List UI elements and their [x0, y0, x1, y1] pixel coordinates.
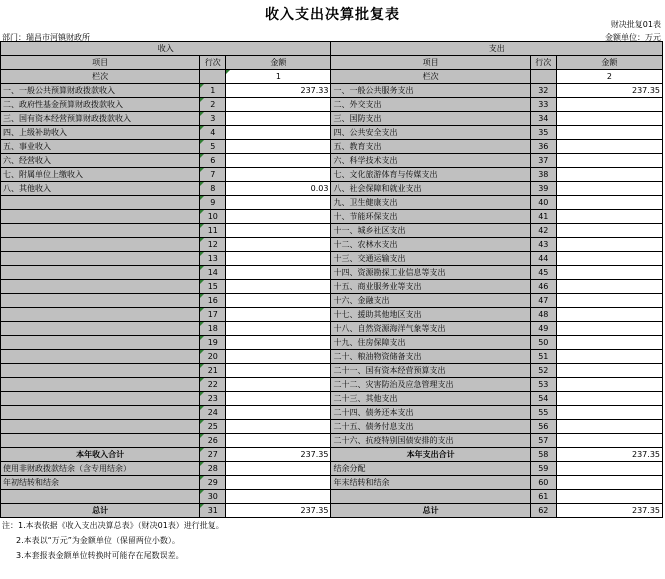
- income-amount[interactable]: [226, 434, 331, 448]
- expense-amount[interactable]: [556, 420, 662, 434]
- expense-row-no: 42: [530, 224, 556, 238]
- expense-total-no: 58: [530, 448, 556, 462]
- expense-grand-total-label: 总计: [331, 504, 530, 518]
- note-line: 注：1.本表依据《收入支出决算总表》（财决01表）进行批复。: [2, 521, 224, 530]
- income-total-amount[interactable]: 237.35: [226, 448, 331, 462]
- income-item: [1, 196, 200, 210]
- expense-amount[interactable]: [556, 434, 662, 448]
- table-row: [1, 168, 663, 182]
- extra-expense-amount[interactable]: [556, 476, 662, 490]
- income-row-no: 23: [200, 392, 226, 406]
- extra-expense-item: [331, 490, 530, 504]
- income-expense-table: [0, 41, 663, 518]
- income-row-no: 10: [200, 210, 226, 224]
- expense-item: 十一、城乡社区支出: [331, 224, 530, 238]
- expense-amount[interactable]: [556, 196, 662, 210]
- income-amount[interactable]: [226, 238, 331, 252]
- expense-item: 二十五、债务付息支出: [331, 420, 530, 434]
- expense-item: 二十六、抗疫特别国债安排的支出: [331, 434, 530, 448]
- expense-row-no: 38: [530, 168, 556, 182]
- income-item: [1, 266, 200, 280]
- expense-item: 二十、粮油物资储备支出: [331, 350, 530, 364]
- income-amount[interactable]: [226, 350, 331, 364]
- expense-item: 八、社会保障和就业支出: [331, 182, 530, 196]
- expense-item: 十八、自然资源海洋气象等支出: [331, 322, 530, 336]
- table-row: [1, 378, 663, 392]
- expense-item: 十四、资源勘探工业信息等支出: [331, 266, 530, 280]
- income-item: 四、上级补助收入: [1, 126, 200, 140]
- amount-unit: 金额单位：万元: [605, 33, 661, 42]
- extra-expense-no: 60: [530, 476, 556, 490]
- grand-total-row: [1, 504, 663, 518]
- expense-item: 五、教育支出: [331, 140, 530, 154]
- expense-row-no: 39: [530, 182, 556, 196]
- income-item: [1, 224, 200, 238]
- notes: [2, 518, 224, 563]
- income-total-no: 27: [200, 448, 226, 462]
- table-row: [1, 98, 663, 112]
- table-row: [1, 434, 663, 448]
- income-row-no: 21: [200, 364, 226, 378]
- income-item-header: 项目: [1, 56, 200, 70]
- expense-amount[interactable]: [556, 322, 662, 336]
- income-amount[interactable]: [226, 392, 331, 406]
- income-amount[interactable]: [226, 280, 331, 294]
- table-row: [1, 140, 663, 154]
- table-row: [1, 182, 663, 196]
- expense-row-no: 56: [530, 420, 556, 434]
- income-item: 三、国有资本经营预算财政拨款收入: [1, 112, 200, 126]
- expense-row-no: 37: [530, 154, 556, 168]
- table-row: [1, 266, 663, 280]
- income-item: 二、政府性基金预算财政拨款收入: [1, 98, 200, 112]
- expense-amount[interactable]: [556, 140, 662, 154]
- income-item: [1, 364, 200, 378]
- income-item: [1, 392, 200, 406]
- income-amount[interactable]: [226, 266, 331, 280]
- expense-row-no: 46: [530, 280, 556, 294]
- income-amount[interactable]: [226, 322, 331, 336]
- expense-row-no: 48: [530, 308, 556, 322]
- income-row-no: 3: [200, 112, 226, 126]
- income-item: [1, 378, 200, 392]
- expense-column-index[interactable]: 2: [556, 70, 662, 84]
- income-amount[interactable]: [226, 126, 331, 140]
- expense-item: 十九、住房保障支出: [331, 336, 530, 350]
- extra-income-item: 使用非财政拨款结余（含专用结余）: [1, 462, 200, 476]
- table-row: [1, 420, 663, 434]
- income-section-header: 收入: [1, 42, 331, 56]
- expense-row-no: 49: [530, 322, 556, 336]
- table-row: [1, 280, 663, 294]
- expense-row-no: 43: [530, 238, 556, 252]
- table-row: [1, 126, 663, 140]
- income-row-no: 6: [200, 154, 226, 168]
- expense-item: 二十二、灾害防治及应急管理支出: [331, 378, 530, 392]
- expense-item: 二十三、其他支出: [331, 392, 530, 406]
- income-amount[interactable]: [226, 294, 331, 308]
- extra-income-item: 年初结转和结余: [1, 476, 200, 490]
- expense-grand-total-no: 62: [530, 504, 556, 518]
- table-row: [1, 252, 663, 266]
- column-index-row: [1, 70, 663, 84]
- income-row-no: 9: [200, 196, 226, 210]
- table-row: [1, 196, 663, 210]
- expense-item: 七、文化旅游体育与传媒支出: [331, 168, 530, 182]
- table-footer: [1, 448, 663, 518]
- extra-expense-amount[interactable]: [556, 462, 662, 476]
- expense-amount[interactable]: [556, 98, 662, 112]
- expense-row-no: 34: [530, 112, 556, 126]
- extra-income-amount[interactable]: [226, 490, 331, 504]
- income-amount[interactable]: [226, 406, 331, 420]
- expense-amount[interactable]: [556, 378, 662, 392]
- income-row-no: 15: [200, 280, 226, 294]
- expense-item: 六、科学技术支出: [331, 154, 530, 168]
- income-amount[interactable]: [226, 154, 331, 168]
- expense-amount[interactable]: [556, 154, 662, 168]
- expense-row-no: 35: [530, 126, 556, 140]
- income-row-no: 22: [200, 378, 226, 392]
- expense-item: 一、一般公共服务支出: [331, 84, 530, 98]
- expense-item: 二、外交支出: [331, 98, 530, 112]
- expense-item: 九、卫生健康支出: [331, 196, 530, 210]
- report-title: 收入支出决算批复表: [265, 7, 400, 23]
- extra-row: [1, 462, 663, 476]
- income-item: [1, 322, 200, 336]
- expense-row-no: 53: [530, 378, 556, 392]
- expense-item-header: 项目: [331, 56, 530, 70]
- table-row: [1, 392, 663, 406]
- extra-income-amount[interactable]: [226, 476, 331, 490]
- income-item: [1, 294, 200, 308]
- expense-item: 十七、援助其他地区支出: [331, 308, 530, 322]
- income-item: [1, 210, 200, 224]
- income-row-no: 8: [200, 182, 226, 196]
- income-item: [1, 280, 200, 294]
- expense-row-no: 45: [530, 266, 556, 280]
- expense-row-no: 52: [530, 364, 556, 378]
- expense-amount[interactable]: [556, 336, 662, 350]
- income-item: [1, 238, 200, 252]
- income-row-no: 20: [200, 350, 226, 364]
- income-item: [1, 406, 200, 420]
- income-amount[interactable]: [226, 112, 331, 126]
- extra-expense-no: 59: [530, 462, 556, 476]
- income-amount[interactable]: [226, 252, 331, 266]
- income-row-no: 26: [200, 434, 226, 448]
- table-body: [1, 84, 663, 448]
- expense-item: 十五、商业服务业等支出: [331, 280, 530, 294]
- table-row: [1, 350, 663, 364]
- income-amount[interactable]: [226, 420, 331, 434]
- income-row-no: 25: [200, 420, 226, 434]
- income-item: [1, 434, 200, 448]
- table-row: [1, 336, 663, 350]
- table-row: [1, 224, 663, 238]
- expense-rowno-index: [530, 70, 556, 84]
- extra-expense-item: 年末结转和结余: [331, 476, 530, 490]
- table-row: [1, 238, 663, 252]
- expense-amount[interactable]: [556, 266, 662, 280]
- income-rowno-header: 行次: [200, 56, 226, 70]
- income-item: 六、经营收入: [1, 154, 200, 168]
- income-column-label: 栏次: [1, 70, 200, 84]
- expense-row-no: 40: [530, 196, 556, 210]
- income-grand-total-label: 总计: [1, 504, 200, 518]
- table-row: [1, 84, 663, 98]
- income-amount[interactable]: [226, 224, 331, 238]
- expense-amount[interactable]: [556, 112, 662, 126]
- income-amount[interactable]: [226, 378, 331, 392]
- table-row: [1, 308, 663, 322]
- income-row-no: 16: [200, 294, 226, 308]
- column-header-row: [1, 56, 663, 70]
- income-item: 七、附属单位上缴收入: [1, 168, 200, 182]
- income-item: 一、一般公共预算财政拨款收入: [1, 84, 200, 98]
- section-header-row: [1, 42, 663, 56]
- income-row-no: 13: [200, 252, 226, 266]
- extra-row: [1, 490, 663, 504]
- income-item: 八、其他收入: [1, 182, 200, 196]
- income-row-no: 19: [200, 336, 226, 350]
- income-row-no: 4: [200, 126, 226, 140]
- expense-amount[interactable]: [556, 406, 662, 420]
- income-row-no: 17: [200, 308, 226, 322]
- income-grand-total-no: 31: [200, 504, 226, 518]
- income-row-no: 1: [200, 84, 226, 98]
- expense-item: 三、国防支出: [331, 112, 530, 126]
- form-code: 财决批复01表: [610, 20, 661, 29]
- expense-row-no: 47: [530, 294, 556, 308]
- expense-section-header: 支出: [331, 42, 663, 56]
- income-rowno-index: [200, 70, 226, 84]
- income-row-no: 18: [200, 322, 226, 336]
- income-column-index[interactable]: 1: [226, 70, 331, 84]
- income-row-no: 7: [200, 168, 226, 182]
- income-row-no: 11: [200, 224, 226, 238]
- expense-amount[interactable]: [556, 252, 662, 266]
- expense-amount[interactable]: [556, 182, 662, 196]
- income-item: [1, 252, 200, 266]
- expense-row-no: 51: [530, 350, 556, 364]
- expense-amount[interactable]: [556, 308, 662, 322]
- income-row-no: 12: [200, 238, 226, 252]
- expense-amount[interactable]: [556, 210, 662, 224]
- extra-expense-amount[interactable]: [556, 490, 662, 504]
- income-total-label: 本年收入合计: [1, 448, 200, 462]
- expense-amount[interactable]: [556, 238, 662, 252]
- expense-amount[interactable]: [556, 294, 662, 308]
- table-row: [1, 112, 663, 126]
- expense-amount[interactable]: [556, 364, 662, 378]
- expense-item: 四、公共安全支出: [331, 126, 530, 140]
- income-item: [1, 308, 200, 322]
- extra-expense-no: 61: [530, 490, 556, 504]
- extra-income-item: [1, 490, 200, 504]
- expense-amount[interactable]: [556, 126, 662, 140]
- expense-row-no: 54: [530, 392, 556, 406]
- expense-total-amount[interactable]: 237.35: [556, 448, 662, 462]
- extra-expense-item: 结余分配: [331, 462, 530, 476]
- extra-income-no: 29: [200, 476, 226, 490]
- expense-row-no: 55: [530, 406, 556, 420]
- income-amount[interactable]: [226, 140, 331, 154]
- table-row: [1, 294, 663, 308]
- extra-row: [1, 476, 663, 490]
- note-line: 2.本表以“万元”为金额单位（保留两位小数）。: [16, 536, 180, 545]
- income-item: 五、事业收入: [1, 140, 200, 154]
- extra-income-amount[interactable]: [226, 462, 331, 476]
- income-amount[interactable]: [226, 308, 331, 322]
- income-amount[interactable]: [226, 210, 331, 224]
- income-amount[interactable]: [226, 168, 331, 182]
- expense-item: 二十四、债务还本支出: [331, 406, 530, 420]
- income-amount[interactable]: [226, 336, 331, 350]
- expense-item: 十、节能环保支出: [331, 210, 530, 224]
- income-item: [1, 350, 200, 364]
- expense-amount-header: 金额: [556, 56, 662, 70]
- table-row: [1, 154, 663, 168]
- income-amount[interactable]: [226, 364, 331, 378]
- expense-item: 十二、农林水支出: [331, 238, 530, 252]
- expense-item: 十三、交通运输支出: [331, 252, 530, 266]
- expense-row-no: 44: [530, 252, 556, 266]
- extra-income-no: 30: [200, 490, 226, 504]
- expense-item: 二十一、国有资本经营预算支出: [331, 364, 530, 378]
- income-amount-header: 金额: [226, 56, 331, 70]
- income-amount[interactable]: 0.03: [226, 182, 331, 196]
- table-row: [1, 210, 663, 224]
- expense-row-no: 32: [530, 84, 556, 98]
- expense-amount[interactable]: [556, 280, 662, 294]
- expense-item: 十六、金融支出: [331, 294, 530, 308]
- income-amount[interactable]: [226, 196, 331, 210]
- expense-row-no: 50: [530, 336, 556, 350]
- extra-income-no: 28: [200, 462, 226, 476]
- income-row-no: 14: [200, 266, 226, 280]
- table-row: [1, 364, 663, 378]
- expense-amount[interactable]: [556, 350, 662, 364]
- totals-row: [1, 448, 663, 462]
- expense-column-label: 栏次: [331, 70, 530, 84]
- expense-row-no: 57: [530, 434, 556, 448]
- expense-total-label: 本年支出合计: [331, 448, 530, 462]
- department-label: 部门：瑞昌市河镇财政所: [2, 33, 90, 42]
- expense-row-no: 41: [530, 210, 556, 224]
- income-item: [1, 420, 200, 434]
- expense-grand-total-amount[interactable]: 237.35: [556, 504, 662, 518]
- income-amount[interactable]: [226, 98, 331, 112]
- income-grand-total-amount[interactable]: 237.35: [226, 504, 331, 518]
- expense-amount[interactable]: 237.35: [556, 84, 662, 98]
- income-row-no: 24: [200, 406, 226, 420]
- expense-amount[interactable]: [556, 168, 662, 182]
- expense-amount[interactable]: [556, 224, 662, 238]
- table-row: [1, 406, 663, 420]
- table-row: [1, 322, 663, 336]
- income-amount[interactable]: 237.33: [226, 84, 331, 98]
- expense-row-no: 36: [530, 140, 556, 154]
- expense-amount[interactable]: [556, 392, 662, 406]
- note-line: 3.本套报表金额单位转换时可能存在尾数误差。: [16, 551, 184, 560]
- expense-rowno-header: 行次: [530, 56, 556, 70]
- expense-row-no: 33: [530, 98, 556, 112]
- income-row-no: 5: [200, 140, 226, 154]
- income-row-no: 2: [200, 98, 226, 112]
- income-item: [1, 336, 200, 350]
